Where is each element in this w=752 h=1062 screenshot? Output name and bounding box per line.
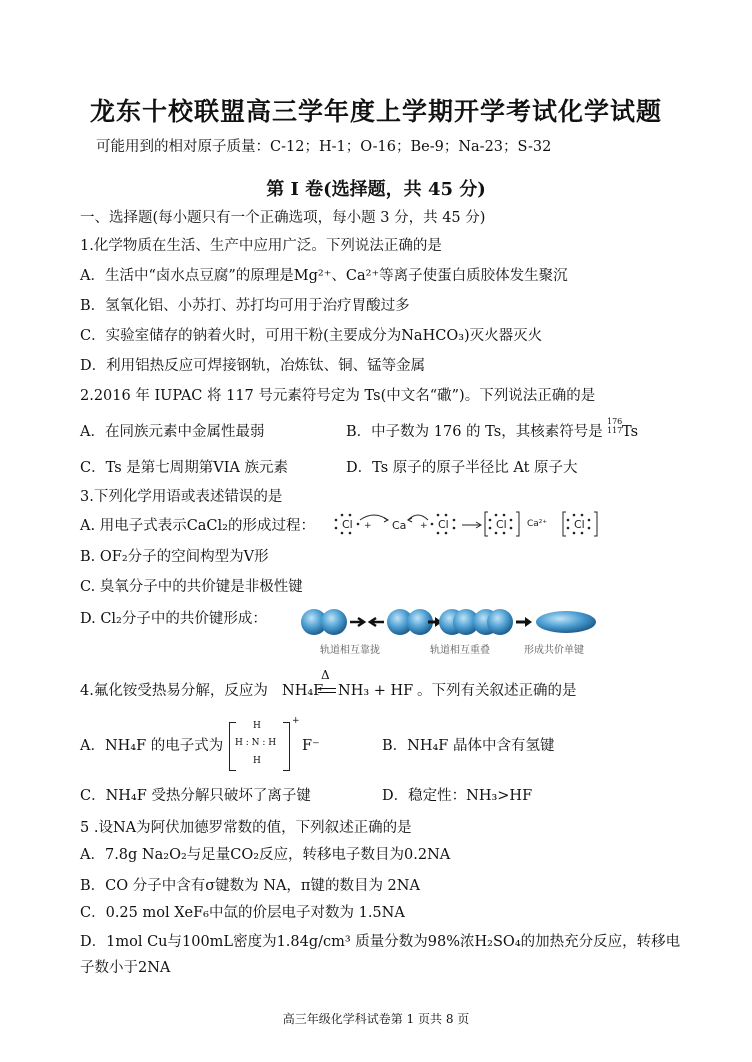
calcium-ion: Ca²⁺	[527, 519, 548, 529]
q3-option-c: C. 臭氧分子中的共价键是非极性键	[80, 579, 303, 595]
q2-stem: 2.2016 年 IUPAC 将 117 号元素符号定为 Ts(中文名“䃟”)。下列说法正确的是	[80, 388, 596, 404]
svg-text:+: +	[364, 521, 372, 531]
q2-option-d: D．Ts 原子的原子半径比 At 原子大	[346, 460, 578, 476]
q4-equation-left: NH₄F	[282, 683, 324, 699]
q5-stem: 5 .设NA为阿伏加德罗常数的值，下列叙述正确的是	[80, 820, 412, 836]
nuclide-symbol: Ts	[622, 424, 639, 440]
ammonium-h-top: H	[253, 721, 261, 731]
instructions: 一、选择题(每小题只有一个正确选项，每小题 3 分，共 45 分)	[80, 210, 486, 226]
q5-option-d-continued: 子数小于2NA	[80, 960, 171, 976]
atomic-masses: 可能用到的相对原子质量：C-12；H-1；O-16；Be-9；Na-23；S-32	[96, 139, 552, 155]
calcium-atom: Ca	[392, 519, 407, 532]
section-title: 第 I 卷(选择题，共 45 分)	[266, 179, 486, 200]
q5-option-b: B．CO 分子中含有σ键数为 NA，π键的数目为 2NA	[80, 878, 420, 894]
chloride-ion-right: Cl	[574, 518, 585, 531]
ammonium-charge: +	[292, 716, 300, 726]
ammonium-h-bottom: H	[253, 756, 261, 766]
cacl2-electron-formation-diagram	[328, 508, 603, 540]
q3-option-a: A. 用电子式表示CaCl₂的形成过程：	[80, 518, 315, 534]
caption-single-bond: 形成共价单键	[524, 645, 584, 656]
orbital-overlap-diagram	[300, 606, 600, 658]
caption-overlap: 轨道相互重叠	[430, 645, 490, 656]
q4-option-a: A．NH₄F 的电子式为	[80, 738, 224, 754]
caption-approach: 轨道相互靠拢	[320, 645, 380, 656]
page-footer: 高三年级化学科试卷第 1 页共 8 页	[282, 1012, 470, 1026]
fluoride-ion: F⁻	[302, 738, 320, 754]
page-title: 龙东十校联盟高三学年度上学期开学考试化学试题	[89, 97, 662, 126]
q3-stem: 3.下列化学用语或表述错误的是	[80, 489, 283, 505]
q5-option-a: A．7.8g Na₂O₂与足量CO₂反应，转移电子数目为0.2NA	[80, 847, 451, 863]
q3-option-d: D. Cl₂分子中的共价键形成：	[80, 611, 267, 627]
q2-option-c: C．Ts 是第七周期第VIA 族元素	[80, 460, 289, 476]
q1-option-d: D．利用铝热反应可焊接钢轨，冶炼钛、铜、锰等金属	[80, 358, 426, 374]
chlorine-atom-right: Cl	[438, 518, 449, 531]
q2-option-b: B．中子数为 176 的 Ts，其核素符号是	[346, 424, 603, 440]
q4-option-b: B．NH₄F 晶体中含有氢键	[382, 738, 555, 754]
q5-option-d: D．1mol Cu与100mL密度为1.84g/cm³ 质量分数为98%浓H₂SO₄的加热充分反应，转移电	[80, 934, 681, 950]
q4-option-c: C．NH₄F 受热分解只破坏了离子键	[80, 788, 311, 804]
right-bracket	[283, 722, 290, 771]
equation-double-line	[318, 688, 336, 693]
q4-option-d: D．稳定性：NH₃>HF	[382, 788, 533, 804]
q5-option-c: C．0.25 mol XeF₆中氙的价层电子对数为 1.5NA	[80, 905, 405, 921]
q3-option-b: B. OF₂分子的空间构型为V形	[80, 549, 269, 565]
q1-stem: 1.化学物质在生活、生产中应用广泛。下列说法正确的是	[80, 238, 442, 254]
q4-stem-pre: 4.氟化铵受热易分解，反应为	[80, 683, 268, 699]
ammonium-formula: H : N : H	[235, 738, 277, 748]
chloride-ion-left: Cl	[496, 518, 507, 531]
q4-equation-right: NH₃ + HF	[338, 683, 414, 699]
atomic-number: 117	[607, 426, 623, 435]
q4-stem-post: 。下列有关叙述正确的是	[417, 683, 577, 699]
svg-text:+: +	[420, 521, 428, 531]
chlorine-atom-left: Cl	[342, 518, 353, 531]
q1-option-b: B．氢氧化铝、小苏打、苏打均可用于治疗胃酸过多	[80, 298, 410, 314]
mass-number: 176	[607, 417, 623, 426]
nuclide-symbol-numbers	[607, 417, 621, 435]
heating-condition: Δ	[321, 668, 330, 682]
q1-option-a: A．生活中“卤水点豆腐”的原理是Mg²⁺、Ca²⁺等离子使蛋白质胶体发生聚沉	[80, 268, 568, 284]
q2-option-a: A．在同族元素中金属性最弱	[80, 424, 265, 440]
q1-option-c: C．实验室储存的钠着火时，可用干粉(主要成分为NaHCO₃)灭火器灭火	[80, 328, 543, 344]
